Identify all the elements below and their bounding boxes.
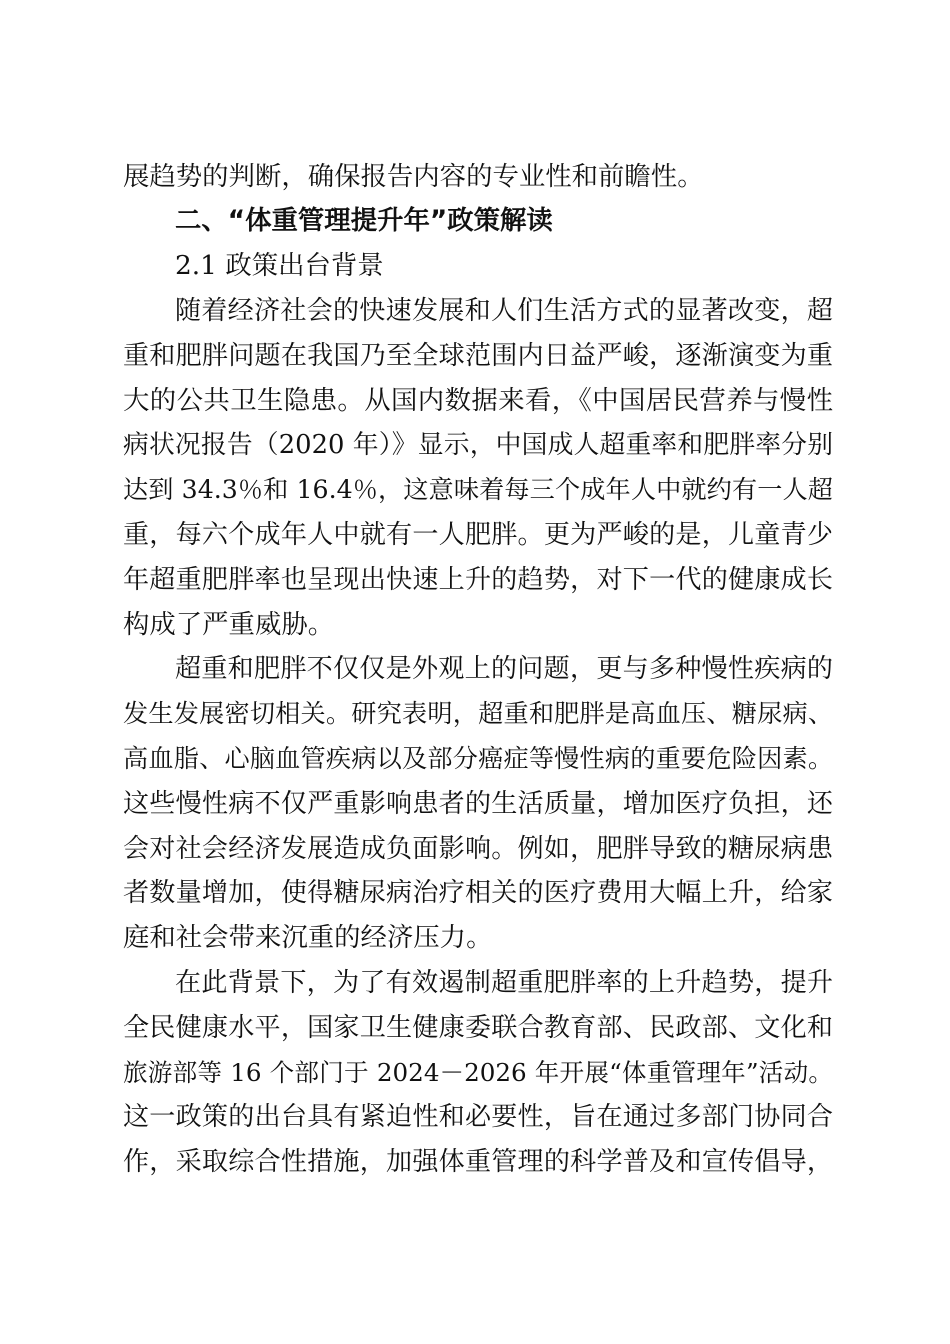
paragraph-line: 大的公共卫生隐患。从国内数据来看，《中国居民营养与慢性 — [123, 385, 833, 416]
paragraph-line: 随着经济社会的快速发展和人们生活方式的显著改变，超 — [175, 296, 833, 326]
paragraph-line: 展趋势的判断，确保报告内容的专业性和前瞻性。 — [123, 161, 704, 192]
paragraph-line: 者数量增加，使得糖尿病治疗相关的医疗费用大幅上升，给家 — [123, 878, 833, 908]
subsection-heading: 2.1 政策出台背景 — [175, 250, 384, 281]
paragraph-line: 构成了严重威胁。 — [123, 609, 335, 640]
paragraph-line: 重，每六个成年人中就有一人肥胖。更为严峻的是，儿童青少 — [123, 520, 833, 550]
paragraph-line: 重和肥胖问题在我国乃至全球范围内日益严峻，逐渐演变为重 — [123, 341, 833, 371]
paragraph-line: 在此背景下，为了有效遏制超重肥胖率的上升趋势，提升 — [175, 968, 833, 998]
paragraph-line: 病状况报告（2020 年）》显示，中国成人超重率和肥胖率分别 — [123, 430, 833, 460]
paragraph-line: 达到 34.3％和 16.4％，这意味着每三个成年人中就约有一人超 — [123, 475, 833, 504]
paragraph-line: 高血脂、心脑血管疾病以及部分癌症等慢性病的重要危险因素。 — [123, 744, 833, 773]
paragraph-line: 年超重肥胖率也呈现出快速上升的趋势，对下一代的健康成长 — [123, 565, 833, 595]
paragraph-line: 这一政策的出台具有紧迫性和必要性，旨在通过多部门协同合 — [123, 1102, 833, 1132]
paragraph-line: 发生发展密切相关。研究表明，超重和肥胖是高血压、糖尿病、 — [123, 699, 833, 728]
paragraph-line: 全民健康水平，国家卫生健康委联合教育部、民政部、文化和 — [123, 1013, 833, 1043]
paragraph-line: 庭和社会带来沉重的经济压力。 — [123, 922, 493, 953]
paragraph-line: 这些慢性病不仅严重影响患者的生活质量，增加医疗负担，还 — [123, 789, 833, 819]
paragraph-line: 旅游部等 16 个部门于 2024－2026 年开展“体重管理年”活动。 — [123, 1058, 833, 1087]
paragraph-line: 超重和肥胖不仅仅是外观上的问题，更与多种慢性疾病的 — [175, 654, 833, 684]
paragraph-line: 会对社会经济发展造成负面影响。例如，肥胖导致的糖尿病患 — [123, 834, 833, 864]
section-heading: 二、“体重管理提升年”政策解读 — [175, 205, 553, 236]
paragraph-line: 作，采取综合性措施，加强体重管理的科学普及和宣传倡导， — [123, 1147, 833, 1177]
